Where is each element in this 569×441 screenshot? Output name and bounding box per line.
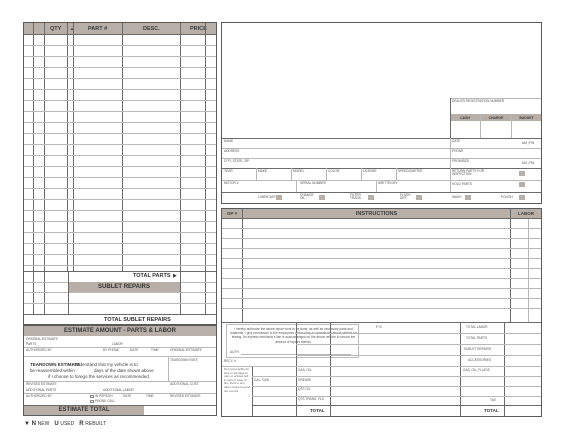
year-label: YEAR (224, 169, 233, 173)
sublet-repairs-band (68, 282, 180, 292)
total-right-label: TOTAL (484, 408, 499, 413)
sublet-repairs-label: SUBLET REPAIRS (98, 284, 150, 290)
cash-header: CASH (450, 114, 480, 121)
change-oil-label: CHANGE OIL (300, 193, 314, 201)
sort-indicator-icon: ▲ (70, 26, 74, 31)
gas-oil-label: GAS, OIL (298, 368, 312, 372)
teardown-text-1: I understand that my vehicle is to (72, 362, 138, 367)
qts-oil-label: QTS OIL (298, 387, 311, 391)
rebuilt-label: REBUILT (85, 421, 107, 427)
disclaimer-line-2: permission to the employees of this shop to operate the above vehicle for testing. (231, 331, 357, 340)
estimate-total-band (24, 405, 144, 415)
speedometer-label: SPEEDOMETER (398, 169, 423, 173)
op-header: OP # (222, 209, 242, 218)
tax-label: TAX (490, 398, 496, 402)
polish-label: POLISH (501, 195, 513, 199)
disclaimer-line-1: I hereby authorize the above repair work to be done, as well as necessary parts and materials. I give (230, 327, 353, 336)
lubricate-checkbox[interactable] (276, 195, 282, 200)
hold-parts-checkbox[interactable] (519, 182, 525, 187)
estimate-header (24, 326, 216, 336)
lubricate-label: LUBRICATE (258, 195, 276, 199)
sublet-repairs-label-right: SUBLET REPAIRS (464, 347, 491, 351)
return-parts-checkbox[interactable] (519, 171, 525, 176)
fs-label: F.S (376, 324, 382, 329)
condition-legend (24, 421, 106, 427)
phone-call-checkbox[interactable] (90, 400, 94, 403)
flush-label: FLUSH DIFF. (400, 193, 411, 201)
authorization-box (226, 324, 359, 358)
accessories-label: ACCESSORIES (468, 358, 492, 362)
used-symbol: U (54, 421, 59, 427)
gal-gas-label: GAL. GAS (254, 378, 269, 382)
total-parts-label: TOTAL PARTS (133, 273, 171, 279)
wash-label: WASH (452, 195, 462, 199)
used-label: USED (60, 421, 75, 427)
original-estimate-label: ORIGINAL ESTIMATE (26, 337, 58, 341)
in-person-checkbox[interactable] (90, 395, 94, 398)
change-oil-checkbox[interactable] (319, 195, 325, 200)
estimate-title: ESTIMATE AMOUNT - PARTS & LABOR (64, 328, 176, 334)
parts-label: PARTS (26, 342, 37, 346)
license-label: LICENSE (363, 169, 377, 173)
filter-label: FILTER TRANS. (350, 193, 362, 201)
charge-header: CHARGE (481, 114, 511, 121)
revised-estimate-2-label: REVISED ESTIMATE (170, 394, 201, 398)
teardown-text-2: be reassembled within (30, 368, 75, 373)
teardown-text-3: days of the date shown above (94, 368, 154, 373)
qty-header: QTY (50, 26, 62, 32)
serial-label: SERIAL NUMBER (300, 181, 326, 185)
color-label: COLOR (328, 169, 340, 173)
revised-estimate-label: REVISED ESTIMATE (26, 382, 57, 386)
grease-label: GREASE (298, 378, 312, 382)
phone-call-label: PHONE CALL (95, 399, 116, 403)
time-label: TIME (151, 348, 159, 352)
am-pm-label: AM | PM (522, 141, 535, 145)
promised-label: PROMISED (452, 159, 470, 163)
dealer-reg-label: DEALER REGISTRATION NUMBER (452, 99, 505, 103)
polish-checkbox[interactable] (519, 195, 525, 200)
budget-header: BUDGET (512, 114, 541, 121)
labor-header: LABOR (511, 209, 541, 218)
additional-parts-label: ADDITIONAL PARTS (26, 388, 57, 392)
date-label: DATE (130, 348, 139, 352)
name-label: NAME (224, 139, 234, 143)
qts-trans-label: QTS TRANS. FLD. (298, 397, 325, 401)
address-label: ADDRESS (224, 149, 240, 153)
in-person-label: IN PERSON (95, 394, 113, 398)
instructions-header: INSTRUCTIONS (243, 209, 510, 218)
price-header: PRICE (190, 26, 207, 32)
by-phone-label: BY PHONE (103, 348, 120, 352)
phone-label: PHONE (452, 149, 464, 153)
desc-header: DESC. (143, 26, 160, 32)
additional-cost-label: ADDITIONAL COST (170, 382, 199, 386)
recy-label: RECY. # (224, 359, 236, 363)
date-label-top: DATE (452, 139, 461, 143)
additional-labor-label: ADDITIONAL LABOR (103, 388, 134, 392)
fine-print: Not responsible for loss or damage to cars or articles left in cars in case of fire, theft or any other cause beyond our control (224, 367, 251, 393)
auth-label: AUTH. (230, 350, 240, 354)
city-label: CITY, STATE, ZIP (224, 159, 250, 163)
gas-oil-fluids-label: GAS, OIL, FLUIDS (463, 368, 490, 372)
new-symbol: ▼ N (24, 421, 36, 427)
authorized-by-label: AUTHORIZED BY (26, 348, 52, 352)
teardown-text-4: if I choose to forego the services as recommended. (48, 374, 151, 379)
hold-parts-label: HOLD PARTS (452, 182, 473, 186)
wash-checkbox[interactable] (465, 195, 471, 200)
total-sublet-label: TOTAL SUBLET REPAIRS (104, 317, 171, 323)
original-estimate-2-label: ORIGINAL ESTIMATE (170, 348, 202, 352)
time-2-label: TIME (146, 394, 154, 398)
flush-checkbox[interactable] (416, 195, 422, 200)
customer-vehicle-block (221, 22, 542, 204)
make-label: MAKE (258, 169, 268, 173)
return-parts-label: RETURN PARTS FOR INSPECTION (452, 169, 485, 177)
labor-label: LABOR (112, 342, 123, 346)
filter-checkbox[interactable] (368, 195, 374, 200)
new-label: NEW (37, 421, 50, 427)
disclaimer-line-3: An express mechanic's lien is acknowledged on the above vehicle to secure the amount of repairs thereto. (242, 335, 356, 344)
date-2-label: DATE (123, 394, 132, 398)
estimate-total-label: ESTIMATE TOTAL (58, 407, 110, 413)
part-number-header: PART # (88, 26, 108, 32)
arrow-right-icon: ▶ (173, 273, 177, 279)
authorized-by-2-label: AUTHORIZED BY (26, 394, 52, 398)
total-labor-label: TOTAL LABOR (466, 325, 488, 329)
written-by-label: WRITTEN BY (378, 181, 398, 185)
model-label: MODEL (293, 169, 305, 173)
am-pm-2-label: AM | PM (522, 161, 535, 165)
teardown-estimate-label: TEARDOWN ESTIMATE (30, 362, 81, 367)
rebuilt-symbol: R (79, 421, 84, 427)
total-parts-label-right: TOTAL PARTS (466, 336, 488, 340)
total-left-label: TOTAL (310, 408, 325, 413)
teardown-rate-label: TEARDOWN RATE (170, 358, 198, 362)
motor-label: MOTOR # (224, 181, 239, 185)
